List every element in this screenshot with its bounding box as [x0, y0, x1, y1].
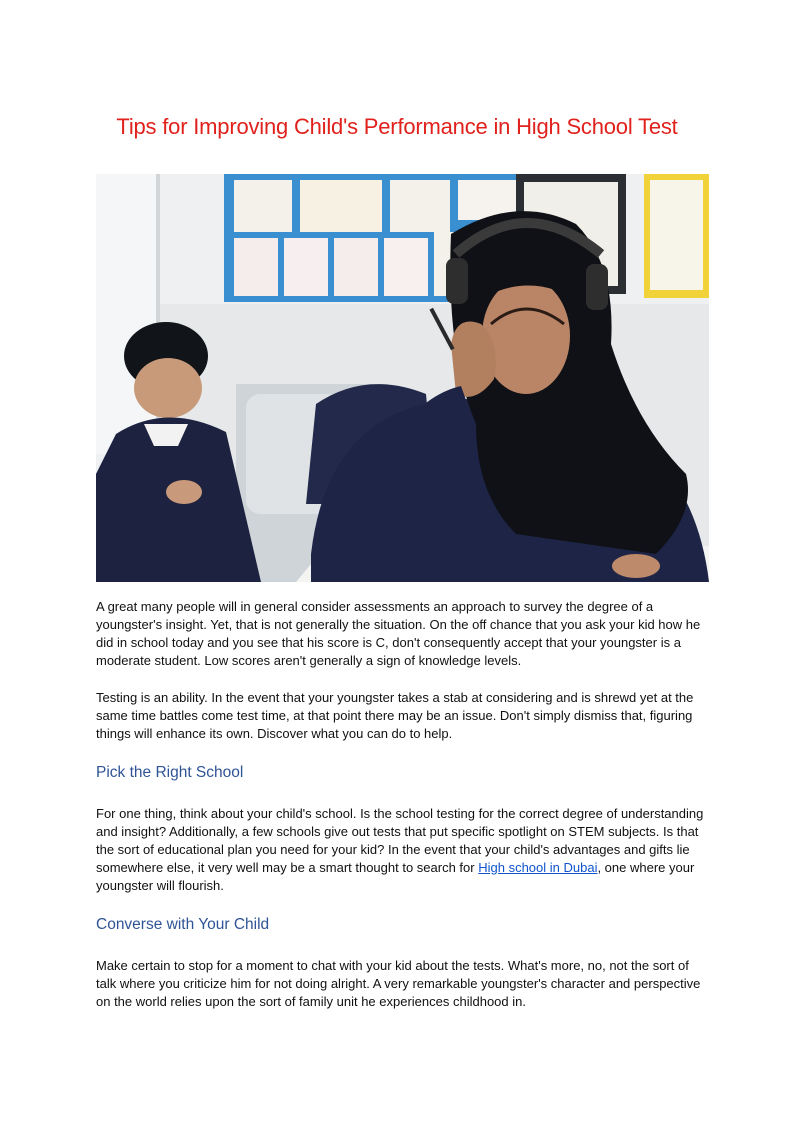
section-heading-pick-school: Pick the Right School [96, 764, 244, 781]
paragraph-text: For one thing, think about your child's school. Is the school testing for the correct degree of understanding and insight? Additionally, a few schools give out tests that put specific spotlight on STEM subjects. Is that the sort of educational plan you need for your kid? In the event that your child's advantages and gifts lie somewhere else, it very well may be a smart thought to search for [96, 806, 704, 875]
intro-paragraph-1: A great many people will in general consider assessments an approach to survey the degree of a youngster's insight. Yet, that is not generally the situation. On the off chance that you ask your kid how he did in school today and you see that his score is C, don't consequently accept that your youngster is a moderate student. Low scores aren't generally a sign of knowledge levels. [96, 599, 701, 668]
hero-photo [96, 174, 709, 582]
page-title: Tips for Improving Child's Performance in High School Test [116, 114, 678, 139]
high-school-dubai-link[interactable]: High school in Dubai [478, 860, 598, 875]
intro-paragraph-2: Testing is an ability. In the event that your youngster takes a stab at considering and is shrewd yet at the same time battles come test time, at that point there may be an issue. Don't simply dismiss that, figuring things will enhance its own. Discover what you can do to help. [96, 690, 694, 741]
paragraph-text: , one where your youngster will flourish. [96, 860, 695, 893]
section-paragraph-pick-school [96, 805, 708, 895]
article-body [96, 598, 708, 1030]
section-heading-converse: Converse with Your Child [96, 916, 270, 933]
students-taking-test-photo-icon [96, 174, 709, 582]
section-paragraph-converse: Make certain to stop for a moment to chat with your kid about the tests. What's more, no, not the sort of talk where you criticize him for not doing alright. A very remarkable youngster's character and perspective on the world relies upon the sort of family unit he experiences childhood in. [96, 958, 701, 1009]
